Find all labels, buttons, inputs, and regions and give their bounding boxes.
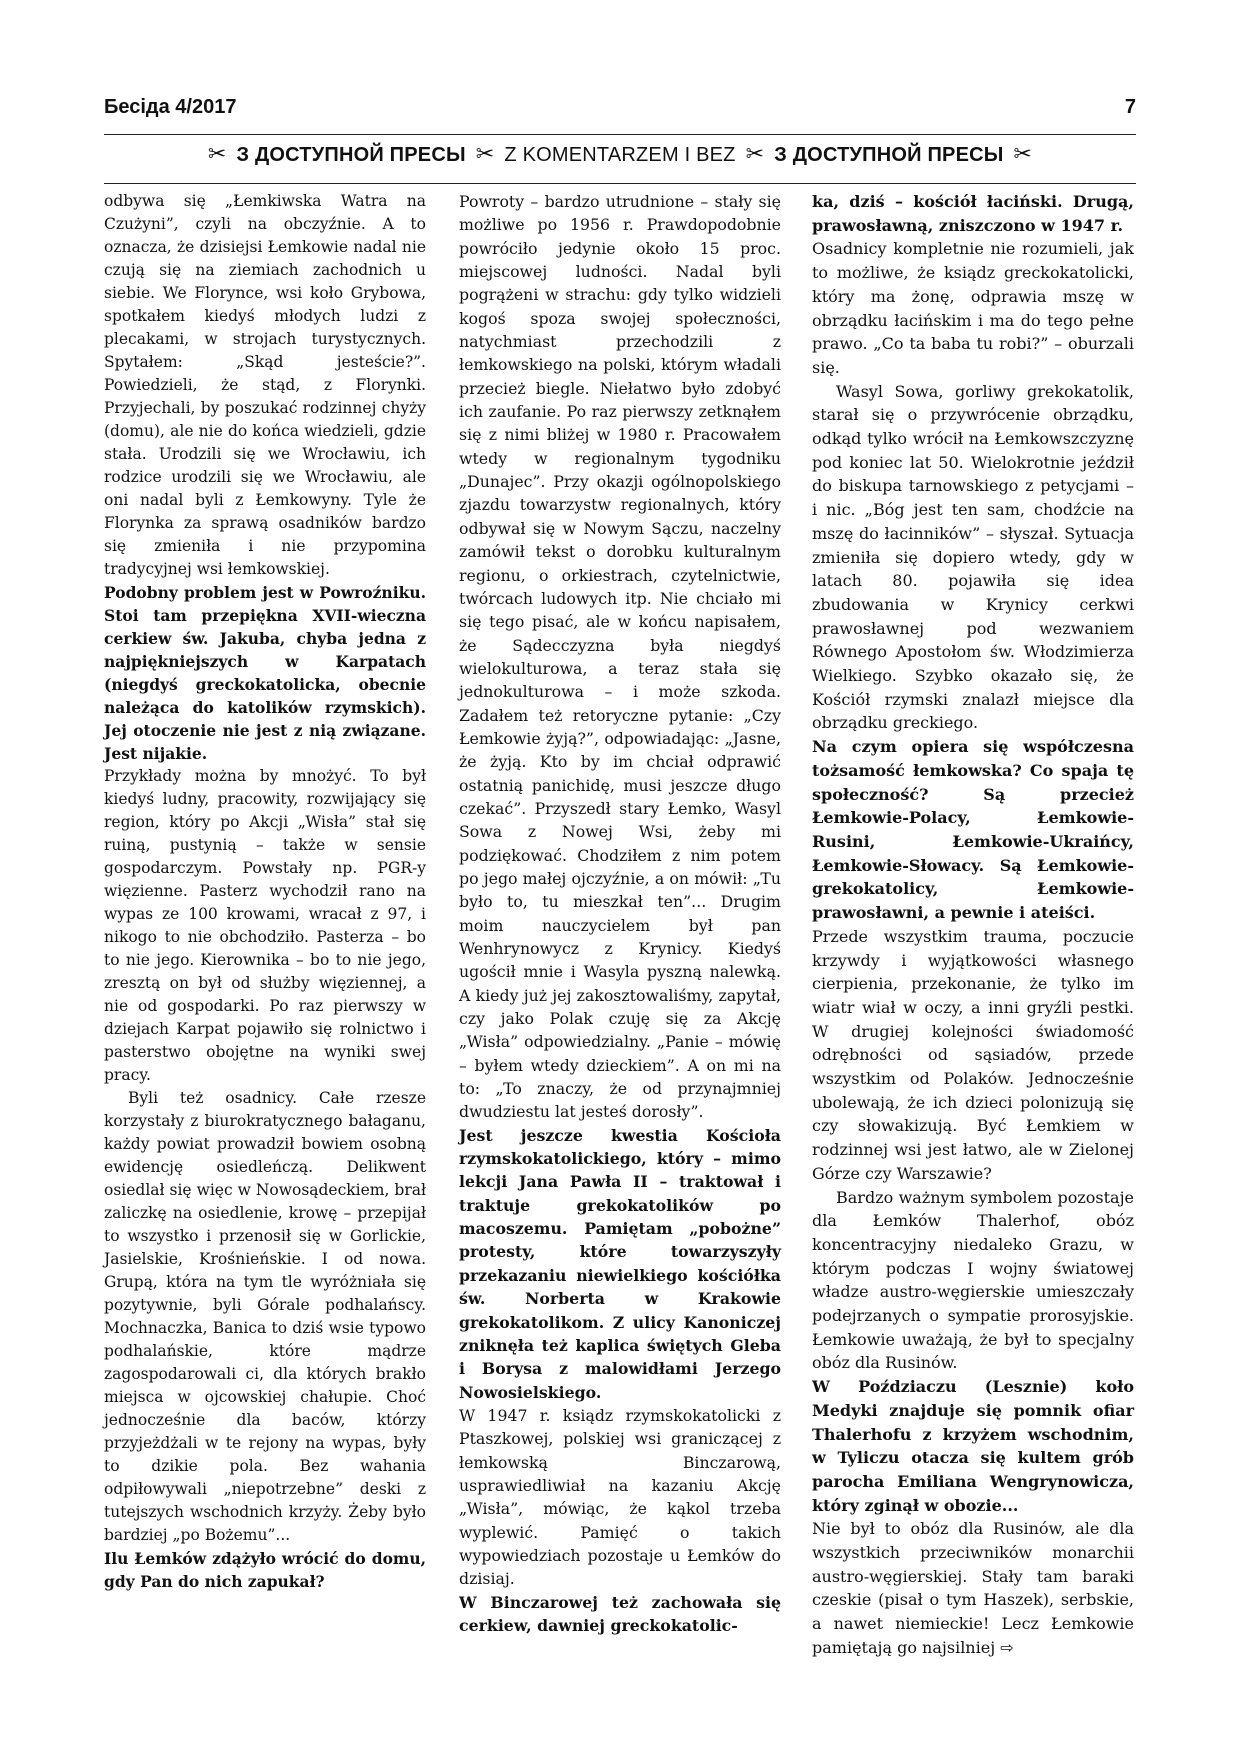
paragraph-text: Bardzo ważnym symbolem pozostaje dla Łemków Thalerhof, obóz koncentracyjny niedaleko Grazu, w którym podczas I wojny światowej władze austro-węgierskie umieszczały podejrzanych o sympatie prorosyjskie. Łemkowie uważają, że był to specjalny obóz dla Rusinów. [812,1187,1134,1373]
interview-question [104,1547,426,1593]
interview-question [459,1124,781,1404]
running-header [104,96,1136,126]
paragraph-text: Powroty – bardzo utrudnione – stały się możliwe po 1956 r. Prawdopodobnie powróciło jedynie około 15 proc. miejscowej ludności. Nadal byli pogrążeni w strachu: gdy tylko widzieli kogoś spoza swojej społeczności, natychmiast przechodzili z łemkowskiego na polski, którym władali przecież biegle. Niełatwo było zdobyć ich zaufanie. Po raz pierwszy zetknąłem się z nimi bliżej w 1980 r. Pracowałem wtedy w regionalnym tygodniku „Dunajec”. Przy okazji ogólnopolskiego zjazdu towarzystw regionalnych, który odbywał się w Nowym Sączu, naczelny zamówił tekst o dorobku kulturalnym regionu, o orkiestrach, czytelnictwie, twórcach ludowych itp. Nie chciało mi się tego pisać, ale w końcu napisałem, że Sądecczyzna była niegdyś wielokulturowa, a teraz stała się jednokulturowa – i może szkoda. Zadałem też retoryczne pytanie: „Czy Łemkowie żyją?”, odpowiadając: „Jasne, że żyją. Kto by im chciał odprawić ostatnią panichidę, musi jeszcze długo czekać”. Przyszedł stary Łemko, Wasyl Sowa z Nowej Wsi, żeby mi podziękować. Chodziłem z nim potem po jego małej ojczyźnie, a on mówił: „Tu było to, tu mieszkał ten”... Drugim moim nauczycielem był pan Wenhrynowycz z Krynicy. Kiedyś ugościł mnie i Wasyla pyszną nalewką. A kiedy już jej zakosztowaliśmy, zapytał, czy jako Polak czuję się za Akcję „Wisła” odpowiedzialny. „Panie – mówię – byłem wtedy dzieckiem”. A on mi na to: „To znaczy, że od przynajmniej dwudziestu lat jesteś dorosły”. [459,192,781,1122]
paragraph-text: Wasyl Sowa, gorliwy grekokatolik, starał się o przywrócenie obrządku, odkąd tylko wrócił na Łemkowszczyznę pod koniec lat 50. Wielokrotnie jeździł do biskupa tarnowskiego z petycjami – i nic. „Bóg jest ten sam, chodźcie na mszę do łacinników” – słyszał. Sytuacja zmieniła się dopiero wtedy, gdy w latach 80. pojawiła się idea zbudowania w Krynicy cerkwi prawosławnej pod wezwaniem Równego Apostołom św. Włodzimierza Wielkiego. Szybko okazało się, że Kościół rzymski znalazł miejsce dla obrządku greckiego. [812,381,1134,733]
header-rule-bottom [104,183,1136,184]
paragraph-text: Nie był to obóz dla Rusinów, ale dla wszystkich przeciwników monarchii austro-węgierskiej. Stały tam baraki czeskie (pisał o tym Haszek), serbskie, a nawet niemieckie! Lecz Łemkowie pamiętają go najsilniej [812,1519,1134,1657]
banner-item-2: Z KOMENTARZEM I BEZ [504,144,736,166]
article-paragraph [459,190,781,1124]
paragraph-text: Byli też osadnicy. Całe rzesze korzystały z biurokratycznego bałaganu, każdy powiat prowadził bowiem osobną ewidencję osiedleńczą. Delikwent osiedlał się więc w Nowosądeckiem, brał zaliczkę na osiedlenie, krowę – przepijał to wszystko i przenosił się w Gorlickie, Jasielskie, Krośnieńskie. I od nowa. Grupą, która na tym tle wyróżniała się pozytywnie, byli Górale podhalańscy. Mochnaczka, Banica to dziś wsie typowo podhalańskie, które mądrze zagospodarowali ci, dla których brakło miejsca w ojcowskiej chałupie. Choć jednocześnie dla baców, którzy przyjeżdżali w te rejony na wypas, były to dzikie pola. Bez wahania odpiłowywali „niepotrzebne” deski z tutejszych wschodnich krzyży. Żeby było bardziej „po Bożemu”... [104,1089,426,1544]
interview-question [812,190,1134,237]
scissors-icon: ✂ [745,142,765,167]
article-paragraph [459,1404,781,1591]
interview-question [812,1375,1134,1517]
scissors-icon: ✂ [1013,142,1033,167]
paragraph-text: Na czym opiera się współczesna tożsamość łemkowska? Co spaja tę społeczność? Są przecież Łemkowie-Polacy, Łemkowie-Rusini, Łemkowie-Ukraińcy, Łemkowie-Słowacy. Są Łemkowie-grekokatolicy, Łemkowie-prawosławni, a pewnie i ateiści. [812,737,1134,923]
continued-arrow-icon: ⇨ [1000,1637,1014,1657]
paragraph-text: Przede wszystkim trauma, poczucie krzywdy i wyjątkowości własnego cierpienia, przekonanie, że tylko im wiatr wiał w oczy, a inni gryźli pestki. W drugiej kolejności świadomość odrębności od sąsiadów, przede wszystkim od Polaków. Jednocześnie ubolewają, że ich dzieci polonizują się czy słowakizują. Być Łemkiem w rodzinnej wsi jest łatwo, ale w Zielonej Górze czy Warszawie? [812,926,1134,1183]
interview-question [459,1591,781,1638]
section-banner [104,142,1136,176]
article-paragraph [812,1517,1134,1659]
interview-question [104,581,426,765]
paragraph-text: Osadnicy kompletnie nie rozumieli, jak to możliwe, że ksiądz greckokatolicki, który ma żonę, odprawia mszę w obrządku łacińskim i ma do tego pełne prawo. „Co ta baba tu robi?” – oburzali się. [812,239,1134,377]
paragraph-text: Podobny problem jest w Powroźniku. Stoi tam przepiękna XVII-wieczna cerkiew św. Jakuba, chyba jedna z najpiękniejszych w Karpatach (niegdyś greckokatolicka, obecnie należąca do katolików rzymskich). Jej otoczenie nie jest z nią związane. Jest nijakie. [104,583,426,763]
article-paragraph [812,1186,1134,1376]
paragraph-text: Przykłady można by mnożyć. To był kiedyś ludny, pracowity, rozwijający się region, który po Akcji „Wisła” stał się ruiną, pustynią – także w sensie gospodarczym. Powstały np. PGR-y więzienne. Pasterz wychodził rano na wypas ze 100 krowami, wracał z 97, i nikogo to nie obchodziło. Pasterza – bo to nie jego. Kierownika – bo to nie jego, zresztą on był od służby więziennej, a nie od gospodarki. Po raz pierwszy w dziejach Karpat pojawiło się rolnictwo i pasterstwo obojętne na wyniki swej pracy. [104,767,426,1084]
paragraph-text: ka, dziś – kościół łaciński. Drugą, prawosławną, zniszczono w 1947 r. [812,192,1134,235]
scissors-icon: ✂ [207,142,227,167]
header-rule-top [104,134,1136,135]
paragraph-text: Jest jeszcze kwestia Kościoła rzymskokatolickiego, który – mimo lekcji Jana Pawła II – traktował i traktuje grekokatolików po macoszemu. Pamiętam „pobożne” protesty, które towarzyszyły przekazaniu niewielkiego kościółka św. Norberta w Krakowie grekokatolikom. Z ulicy Kanoniczej zniknęła też kaplica świętych Gleba i Borysa z malowidłami Jerzego Nowosielskiego. [459,1125,781,1402]
paragraph-text: odbywa się „Łemkiwska Watra na Czużyni”, czyli na obczyźnie. A to oznacza, że dzisiejsi Łemkowie nadal nie czują się na ziemiach zachodnich u siebie. We Florynce, wsi koło Grybowa, spotkałem kiedyś młodych ludzi z plecakami, w strojach turystycznych. Spytałem: „Skąd jesteście?”. Powiedzieli, że stąd, z Florynki. Przyjechali, by poszukać rodzinnej chyży (domu), ale nie do końca wiedzieli, gdzie stała. Urodzili się we Wrocławiu, ich rodzice urodzili się we Wrocławiu, ale oni nadal byli z Łemkowyny. Tyle że Florynka za sprawą osadników bardzo się zmieniła i nie przypomina tradycyjnej wsi łemkowskiej. [104,192,426,578]
text-column-3 [812,190,1134,1660]
banner-item-1: З ДОСТУПНОЙ ПРЕСЫ [236,144,466,166]
page-number: 7 [1124,96,1136,118]
banner-item-3: З ДОСТУПНОЙ ПРЕСЫ [774,144,1004,166]
article-paragraph [812,237,1134,379]
paragraph-text: W 1947 r. ksiądz rzymskokatolicki z Ptaszkowej, polskiej wsi graniczącej z łemkowską Binczarową, usprawiedliwiał na kazaniu Akcję „Wisła”, mówiąc, że kąkol trzeba wyplewić. Pamięć o takich wypowiedziach pozostaje u Łemków do dzisiaj. [459,1405,781,1589]
article-paragraph [104,1087,426,1547]
paragraph-text: Ilu Łemków zdążyło wrócić do domu, gdy Pan do nich zapukał? [104,1549,426,1591]
interview-question [812,735,1134,925]
paragraph-text: W Binczarowej też zachowała się cerkiew, dawniej greckokatolic- [459,1592,781,1635]
journal-issue: Бесіда 4/2017 [104,96,237,118]
text-column-1 [104,190,426,1593]
paragraph-text: W Poździaczu (Lesznie) koło Medyki znajduje się pomnik ofiar Thalerhofu z krzyżem wschodnim, w Tyliczu otacza się kultem grób parocha Emiliana Wengrynowicza, który zginął w obozie... [812,1377,1134,1515]
scissors-icon: ✂ [475,142,495,167]
article-paragraph [104,765,426,1087]
article-paragraph [104,190,426,581]
article-paragraph [812,380,1134,736]
text-column-2 [459,190,781,1637]
article-paragraph [812,925,1134,1186]
